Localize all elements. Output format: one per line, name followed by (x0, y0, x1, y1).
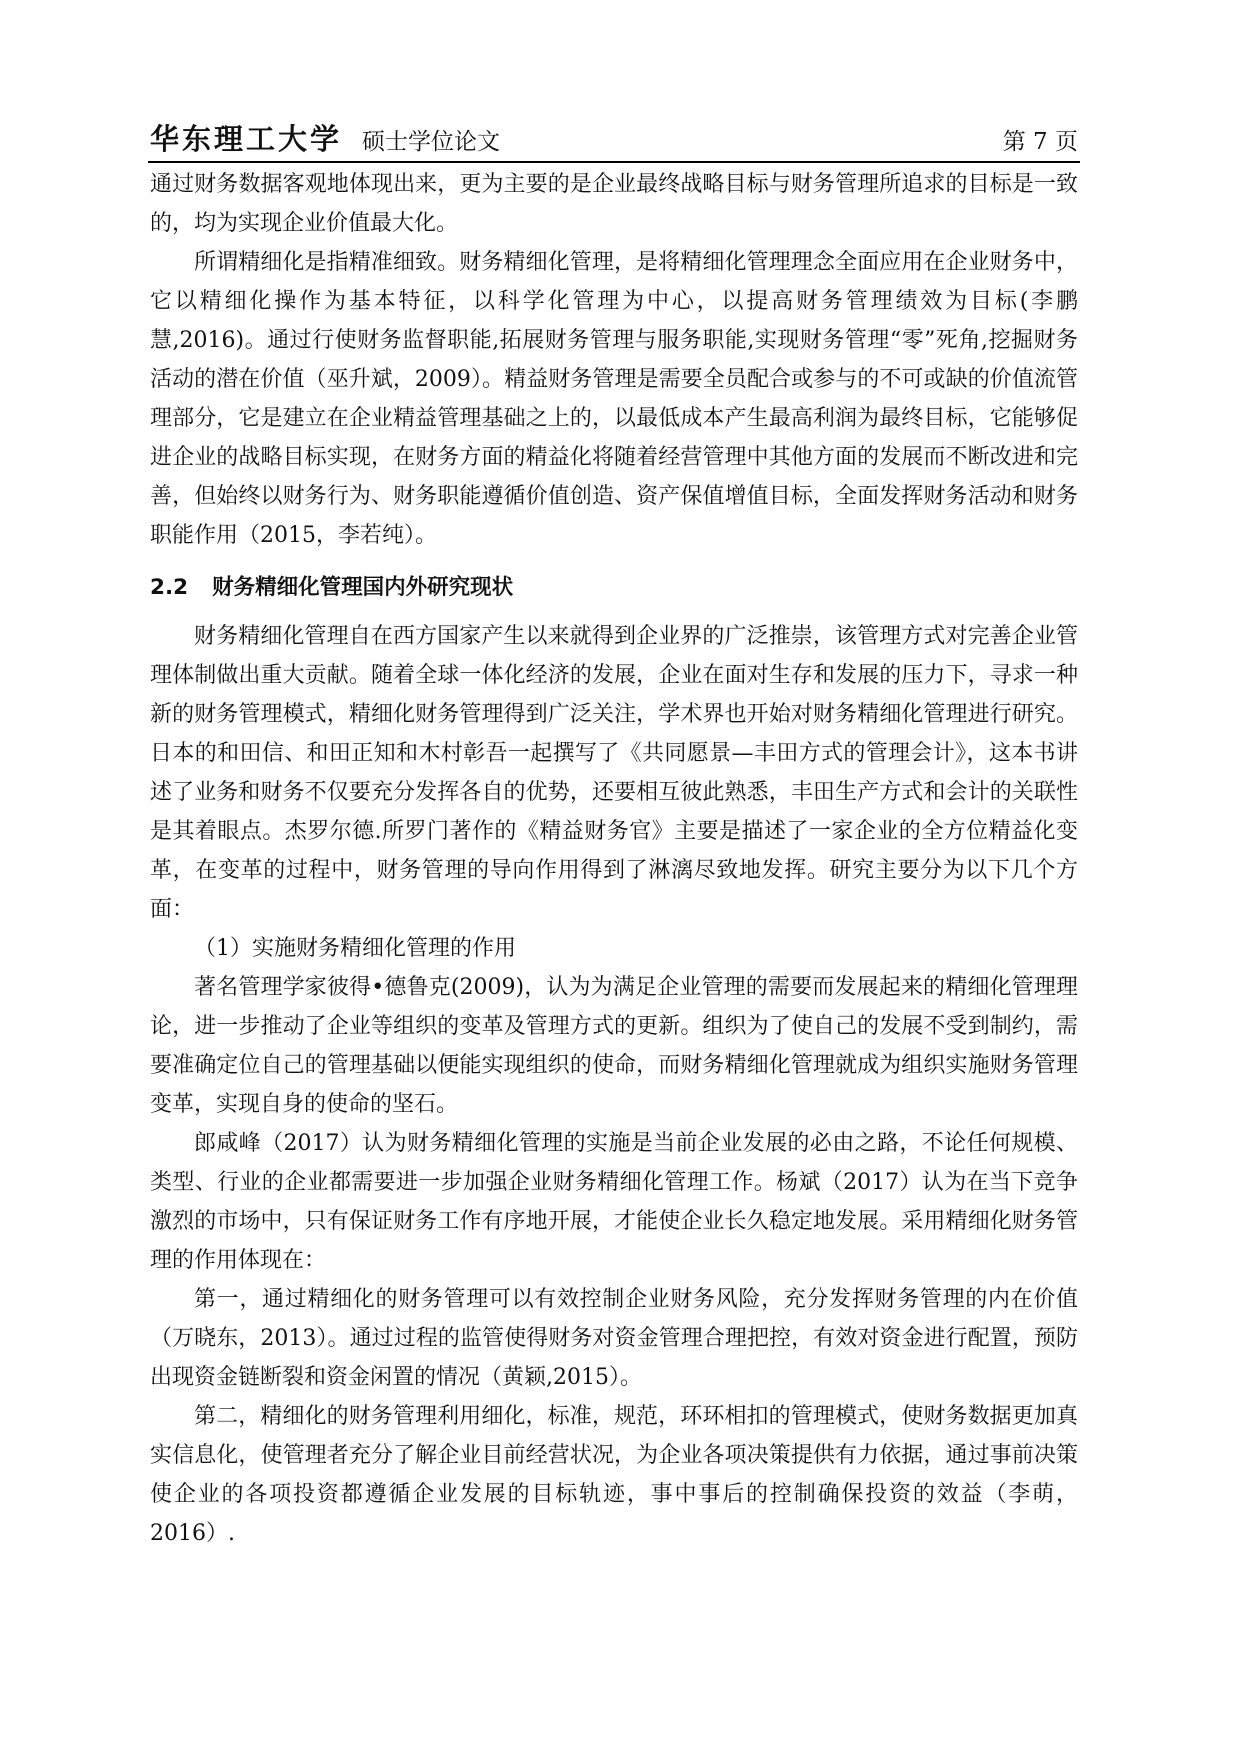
university-name: 华东理工大学 (150, 122, 343, 156)
thesis-type: 硕士学位论文 (362, 129, 500, 155)
paragraph-second: 第二，精细化的财务管理利用细化，标准，规范，环环相扣的管理模式，使财务数据更加真实信息化，使管理者充分了解企业目前经营状况，为企业各项决策提供有力依据，通过事前决策使企业的各项投资都遵循企业发展的目标轨迹，事中事后的控制确保投资的效益（李萌，2016）. (150, 1404, 1078, 1546)
page-header (148, 121, 1080, 163)
paragraph-lang: 郎咸峰（2017）认为财务精细化管理的实施是当前企业发展的必由之路，不论任何规模、类型、行业的企业都需要进一步加强企业财务精细化管理工作。杨斌（2017）认为在当下竞争激烈的市场中，只有保证财务工作有序地开展，才能使企业长久稳定地发展。采用精细化财务管理的作用体现在： (150, 1131, 1078, 1273)
section-heading (150, 569, 1078, 607)
paragraph-overview: 财务精细化管理自在西方国家产生以来就得到企业界的广泛推崇，该管理方式对完善企业管理体制做出重大贡献。随着全球一体化经济的发展，企业在面对生存和发展的压力下，寻求一种新的财务管理模式，精细化财务管理得到广泛关注，学术界也开始对财务精细化管理进行研究。日本的和田信、和田正知和木村彰吾一起撰写了《共同愿景—丰田方式的管理会计》，这本书讲述了业务和财务不仅要充分发挥各自的优势，还要相互彼此熟悉，丰田生产方式和会计的关联性是其着眼点。杰罗尔德.所罗门著作的《精益财务官》主要是描述了一家企业的全方位精益化变革，在变革的过程中，财务管理的导向作用得到了淋漓尽致地发挥。研究主要分为以下几个方面： (150, 624, 1078, 922)
paragraph-first: 第一，通过精细化的财务管理可以有效控制企业财务风险，充分发挥财务管理的内在价值（万晓东，2013）。通过过程的监管使得财务对资金管理合理把控，有效对资金进行配置，预防出现资金链断裂和资金闲置的情况（黄颖,2015）。 (150, 1287, 1078, 1390)
paragraph-definition: 所谓精细化是指精准细致。财务精细化管理，是将精细化管理理念全面应用在企业财务中，它以精细化操作为基本特征，以科学化管理为中心，以提高财务管理绩效为目标(李鹏慧,2016)。通过行使财务监督职能,拓展财务管理与服务职能,实现财务管理“零”死角,挖掘财务活动的潜在价值（巫升斌，2009）。精益财务管理是需要全员配合或参与的不可或缺的价值流管理部分，它是建立在企业精益管理基础之上的，以最低成本产生最高利润为最终目标，它能够促进企业的战略目标实现，在财务方面的精益化将随着经营管理中其他方面的发展而不断改进和完善，但始终以财务行为、财务职能遵循价值创造、资产保值增值目标，全面发挥财务活动和财务职能作用（2015，李若纯）。 (150, 250, 1078, 548)
subsection-heading: （1）实施财务精细化管理的作用 (194, 936, 516, 961)
paragraph-drucker: 著名管理学家彼得•德鲁克(2009)，认为为满足企业管理的需要而发展起来的精细化管理理论，进一步推动了企业等组织的变革及管理方式的更新。组织为了使自己的发展不受到制约，需要准确定位自己的管理基础以便能实现组织的使命，而财务精细化管理就成为组织实施财务管理变革，实现自身的使命的坚石。 (150, 975, 1078, 1117)
section-title: 财务精细化管理国内外研究现状 (212, 575, 514, 600)
page-number: 第 7 页 (1002, 129, 1078, 155)
section-number: 2.2 (150, 575, 189, 600)
paragraph-continued: 通过财务数据客观地体现出来，更为主要的是企业最终战略目标与财务管理所追求的目标是一致的，均为实现企业价值最大化。 (150, 172, 1078, 236)
body-text (150, 165, 1078, 1553)
